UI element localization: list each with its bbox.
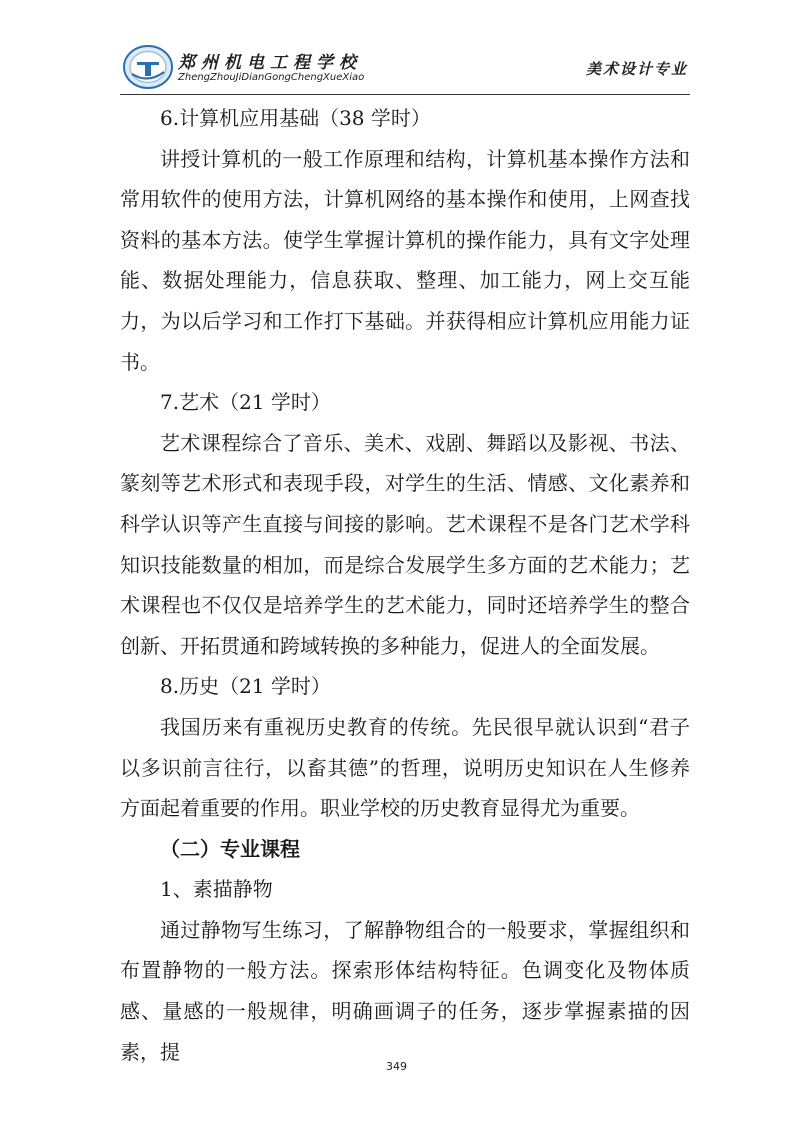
- course-1-body: 通过静物写生练习，了解静物组合的一般要求，掌握组织和布置静物的一般方法。探索形体结构特征。色调变化及物体质感、量感的一般规律，明确画调子的任务，逐步掌握素描的因素，提: [120, 917, 690, 1064]
- school-name-en: ZhengZhouJiDianGongChengXueXiao: [178, 72, 365, 83]
- course-1-title: 1、素描静物: [160, 877, 273, 902]
- school-name-cn: 郑州机电工程学校: [178, 53, 362, 73]
- section-8-body: 我国历来有重视历史教育的传统。先民很早就认识到“君子以多识前言往行，以畜其德”的哲理，说明历史知识在人生修养方面起着重要的作用。职业学校的历史教育显得尤为重要。: [120, 714, 690, 821]
- header-divider: [120, 94, 690, 95]
- school-logo-icon: [122, 44, 174, 90]
- part-2-heading: （二）专业课程: [160, 836, 300, 861]
- section-6-title: 6.计算机应用基础（38 学时）: [160, 106, 431, 130]
- page-number: 349: [386, 1060, 407, 1073]
- section-7-body: 艺术课程综合了音乐、美术、戏剧、舞蹈以及影视、书法、篆刻等艺术形式和表现手段，对学生的生活、情感、文化素养和科学认识等产生直接与间接的影响。艺术课程不是各门艺术学科知识技能数量的相加，而是综合发展学生多方面的艺术能力；艺术课程也不仅仅是培养学生的艺术能力，同时还培养学生的整合创新、开拓贯通和跨域转换的多种能力，促进人的全面发展。: [120, 430, 690, 658]
- major-name: 美术设计专业: [585, 60, 688, 78]
- section-7-title: 7.艺术（21 学时）: [160, 390, 331, 415]
- document-body: [120, 98, 690, 1072]
- page-header: [120, 38, 690, 94]
- section-6-body: 讲授计算机的一般工作原理和结构，计算机基本操作方法和常用软件的使用方法，计算机网络的基本操作和使用，上网查找资料的基本方法。使学生掌握计算机的操作能力，具有文字处理能、数据处理能力，信息获取、整理、加工能力，网上交互能力，为以后学习和工作打下基础。并获得相应计算机应用能力证书。: [120, 146, 690, 374]
- section-8-title: 8.历史（21 学时）: [160, 674, 331, 699]
